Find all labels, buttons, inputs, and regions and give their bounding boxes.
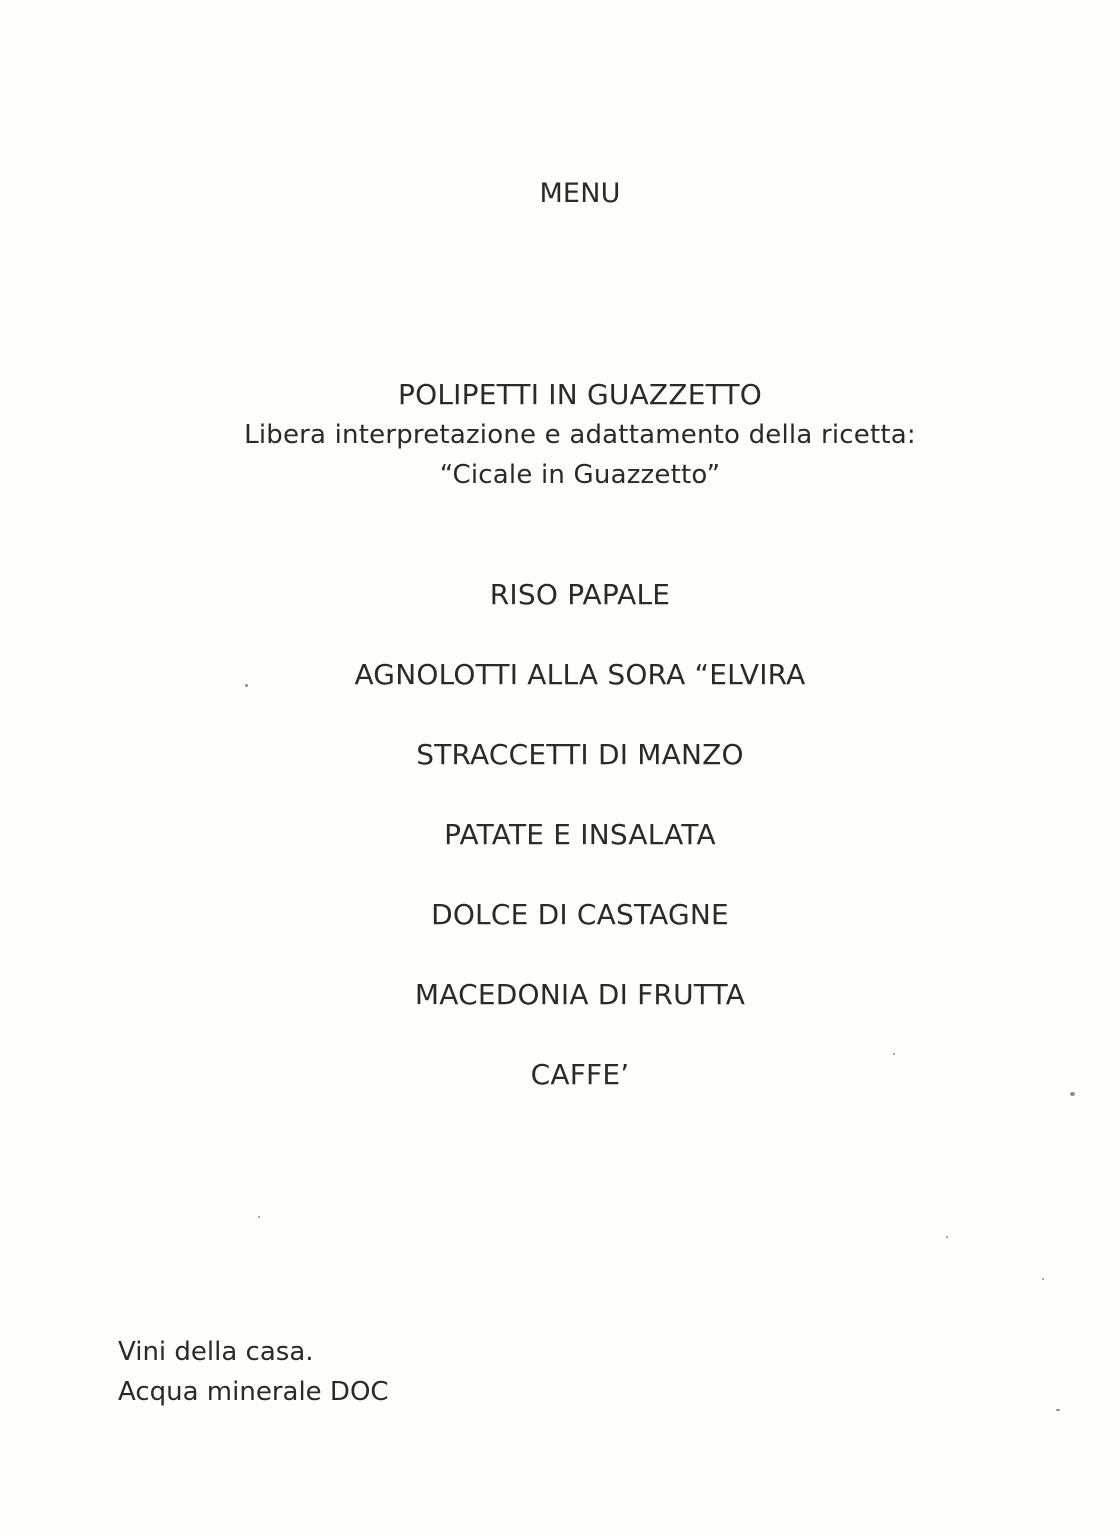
drinks-note [118, 1332, 389, 1412]
menu-item: AGNOLOTTI ALLA SORA “ELVIRA [354, 658, 806, 691]
scan-speck [258, 1216, 260, 1218]
menu-item: DOLCE DI CASTAGNE [431, 898, 729, 931]
menu-item-note: “Cicale in Guazzetto” [439, 460, 721, 490]
scan-speck [1070, 1092, 1075, 1096]
menu-item: MACEDONIA DI FRUTTA [414, 978, 746, 1011]
menu-item: STRACCETTI DI MANZO [416, 738, 744, 771]
scan-speck [946, 1236, 948, 1238]
menu-item: RISO PAPALE [489, 578, 671, 611]
scan-speck [245, 684, 248, 687]
menu-item: POLIPETTI IN GUAZZETTO [398, 378, 762, 411]
menu-item: PATATE E INSALATA [444, 818, 716, 851]
drinks-line: Vini della casa. [118, 1337, 314, 1367]
scan-speck [893, 1053, 895, 1055]
menu-item-note: Libera interpretazione e adattamento della ricetta: [244, 420, 916, 450]
menu-title: MENU [539, 178, 621, 209]
menu-item: CAFFE’ [530, 1058, 630, 1091]
scan-speck [1056, 1409, 1060, 1411]
scan-speck [1042, 1278, 1044, 1280]
drinks-line: Acqua minerale DOC [118, 1377, 389, 1407]
